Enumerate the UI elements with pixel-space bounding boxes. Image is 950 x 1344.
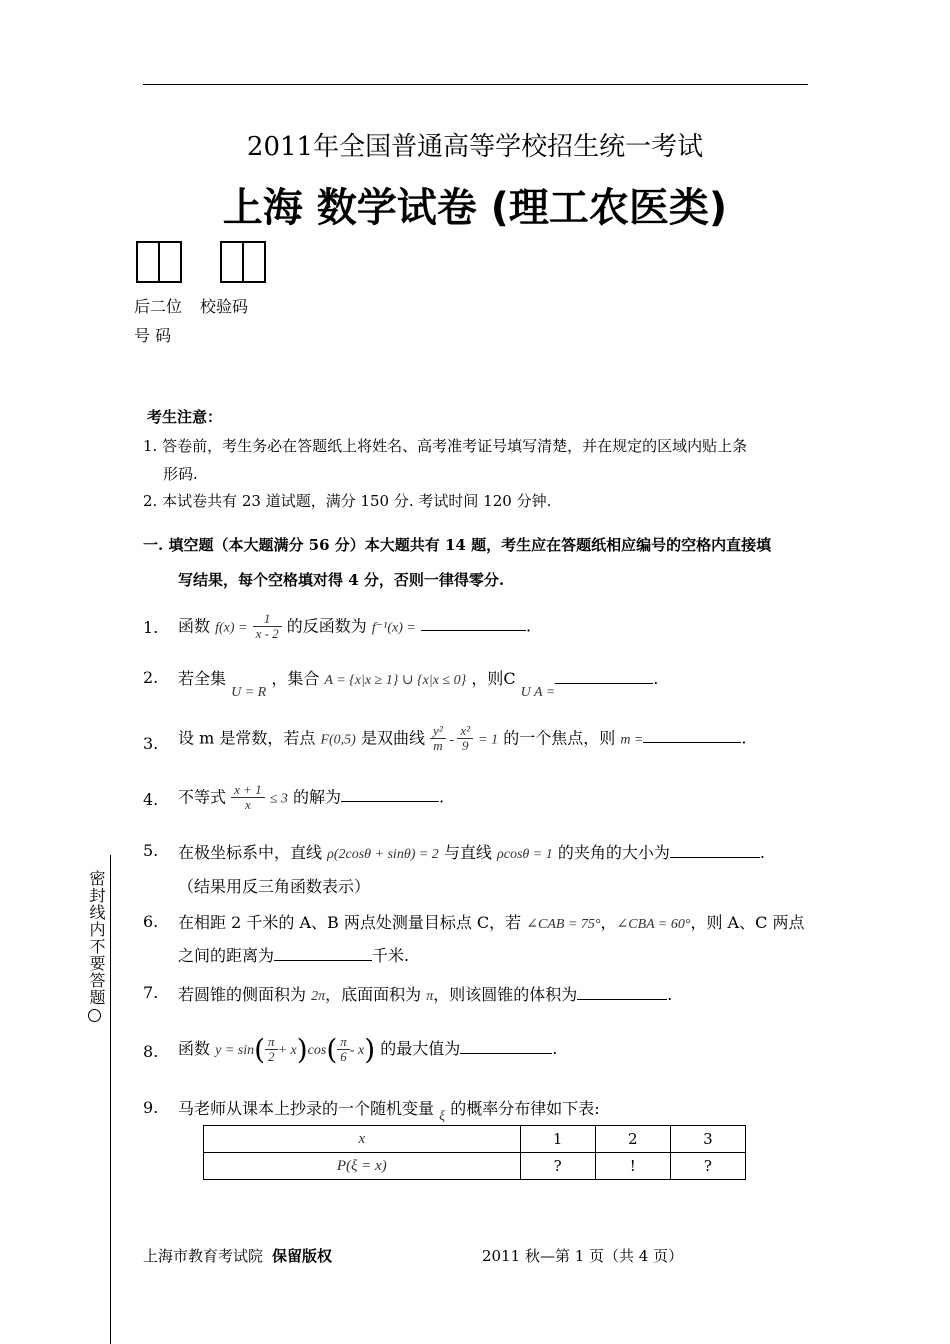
answer-blank[interactable]	[421, 616, 526, 631]
question-number: 8.	[143, 1042, 159, 1061]
q8-fraction-2	[337, 1035, 350, 1065]
q2-text: 若全集	[178, 669, 227, 688]
q7-text-3: ，则该圆锥的体积为	[433, 985, 578, 1004]
table-header-cell: x	[204, 1126, 521, 1153]
q5-text: 在极坐标系中，直线	[178, 843, 323, 862]
q3-num-1: y²	[430, 724, 446, 739]
q8-text: 函数	[178, 1039, 211, 1058]
q3-point: F(0,5)	[320, 732, 356, 748]
q8-text-2: 的最大值为	[380, 1039, 461, 1058]
question-number: 7.	[143, 983, 159, 1002]
q3-num-2: x²	[457, 724, 473, 739]
q7-text: 若圆锥的侧面积为	[178, 985, 307, 1004]
answer-blank[interactable]	[460, 1039, 552, 1054]
answer-blank[interactable]	[555, 669, 653, 684]
q9-text-2: 的概率分布律如下表:	[450, 1099, 600, 1118]
question-8: 函数 y = sin( $\frac{\pi}{2}$ + x)cos( $\frac{\pi}{6}$ - x) 的最大值为 .	[178, 1033, 558, 1066]
q5-text-2: 与直线	[443, 843, 492, 862]
question-2	[178, 666, 659, 700]
q7-text-2: ，底面面积为	[325, 985, 422, 1004]
q6-text: 在相距 2 千米的 A、B 两点处测量目标点 C，若	[178, 913, 522, 932]
notice-item-2: 2. 本试卷共有 23 道试题，满分 150 分. 考试时间 120 分钟.	[143, 492, 552, 510]
q3-text: 设 m 是常数，若点	[178, 728, 316, 748]
digit-box[interactable]	[136, 241, 160, 283]
q1-denominator: x - 2	[255, 626, 279, 642]
q2-universe: U = R	[231, 685, 267, 700]
question-number: 6.	[143, 912, 159, 931]
table-cell: 1	[520, 1126, 595, 1153]
q8-num-2: π	[337, 1035, 350, 1050]
q6-text-2: ，则 A、C 两点	[690, 913, 805, 932]
question-number: 4.	[143, 790, 159, 809]
q2-text-3: ，则C	[471, 669, 516, 688]
q8-end: .	[552, 1039, 558, 1058]
table-cell: !	[595, 1153, 670, 1180]
q1-inverse: f⁻¹(x) =	[371, 620, 416, 636]
q7-lateral-area: 2π	[311, 989, 326, 1004]
q9-text: 马老师从课本上抄录的一个随机变量	[178, 1099, 435, 1118]
q3-fraction-2	[457, 724, 473, 754]
digit-box[interactable]	[244, 241, 266, 283]
q6-sep: ，	[600, 913, 617, 932]
footer-rights: 保留版权	[272, 1247, 333, 1265]
q1-text-2: 的反函数为	[286, 616, 367, 636]
question-number: 2.	[143, 668, 159, 687]
seal-line	[110, 855, 111, 1344]
question-number: 9.	[143, 1098, 159, 1117]
header-rule	[143, 84, 808, 85]
q2-end: .	[653, 669, 659, 688]
q8-minus-x: - x	[349, 1043, 365, 1058]
q4-denominator: x	[244, 797, 251, 813]
q5-end: .	[759, 843, 765, 862]
q4-end: .	[439, 787, 445, 807]
footer-page: 2011 秋—第 1 页（共 4 页）	[482, 1247, 684, 1265]
question-6-cont	[178, 943, 409, 966]
table-row	[204, 1153, 746, 1180]
answer-blank[interactable]	[577, 985, 667, 1000]
section-heading-cont: 写结果，每个空格填对得 4 分，否则一律得零分.	[178, 571, 505, 589]
q8-plus-x: + x	[277, 1043, 297, 1058]
q5-note: （结果用反三角函数表示）	[178, 877, 371, 896]
q9-variable: ξ	[439, 1109, 446, 1124]
question-3: 设 m 是常数，若点 F(0,5) 是双曲线 $\frac{\text{y²}}{m}$ - $\frac{\text{x²}}{9}$ = 1 的一个焦点，则 m = .	[178, 723, 747, 754]
q4-text-2: 的解为	[293, 787, 342, 807]
q6-angle-2: ∠CBA = 60°	[616, 917, 691, 932]
q1-end: .	[525, 616, 532, 636]
table-header-cell: P(ξ = x)	[204, 1153, 521, 1180]
seat-number-label-2: 号 码	[134, 326, 172, 345]
question-number: 3.	[143, 734, 159, 753]
q4-fraction	[231, 783, 265, 813]
seal-circle-icon	[88, 1007, 101, 1026]
table-cell: 3	[670, 1126, 745, 1153]
table-cell: ?	[520, 1153, 595, 1180]
answer-blank[interactable]	[670, 843, 760, 858]
q3-end: .	[741, 728, 747, 748]
check-code-label: 校验码	[200, 297, 249, 316]
q4-text: 不等式	[178, 787, 227, 807]
notice-heading: 考生注意：	[147, 408, 223, 426]
table-row	[204, 1126, 746, 1153]
q3-den-2: 9	[461, 738, 469, 754]
q4-numerator: x + 1	[231, 783, 265, 798]
question-6	[178, 910, 804, 933]
q1-text: 函数	[178, 616, 211, 636]
seat-number-label: 后二位	[134, 297, 183, 316]
question-number: 1.	[143, 618, 159, 637]
q3-fraction-1	[430, 724, 446, 754]
check-code-boxes[interactable]	[220, 241, 266, 283]
exam-subtitle: 上海 数学试卷 (理工农医类)	[222, 185, 728, 231]
q8-num-1: π	[265, 1035, 278, 1050]
q3-den-1: m	[433, 738, 443, 754]
answer-blank[interactable]	[643, 728, 741, 743]
q8-fraction-1	[265, 1035, 278, 1065]
seal-notice: 密封线内不要答题	[87, 870, 106, 1006]
probability-table	[203, 1125, 746, 1180]
notice-item-1-cont: 形码.	[163, 465, 198, 483]
q1-numerator: 1	[253, 612, 282, 627]
q3-text-2: 是双曲线	[360, 728, 425, 748]
q8-cos: cos	[307, 1043, 327, 1058]
exam-title: 2011年全国普通高等学校招生统一考试	[246, 132, 704, 162]
table-cell: 2	[595, 1126, 670, 1153]
q4-inequality: ≤ 3	[269, 791, 288, 807]
question-7	[178, 982, 672, 1005]
q8-den-1: 2	[268, 1049, 275, 1064]
footer-org: 上海市教育考试院	[143, 1247, 264, 1265]
q5-line-1: ρ(2cosθ + sinθ) = 2	[327, 847, 439, 862]
question-9	[178, 1096, 600, 1124]
q5-line-2: ρcosθ = 1	[497, 847, 553, 862]
digit-box[interactable]	[220, 241, 244, 283]
q1-fraction	[253, 612, 282, 642]
q8-func: y = sin	[215, 1043, 255, 1058]
question-4	[178, 783, 444, 813]
q2-complement: U A =	[520, 685, 556, 700]
q5-text-3: 的夹角的大小为	[557, 843, 670, 862]
table-cell: ?	[670, 1153, 745, 1180]
answer-blank[interactable]	[341, 787, 439, 802]
digit-box[interactable]	[160, 241, 182, 283]
q6-unit: 千米.	[372, 946, 410, 965]
seat-number-boxes[interactable]	[136, 241, 182, 283]
q7-end: .	[667, 985, 673, 1004]
q3-m: m =	[620, 732, 644, 748]
question-5	[178, 840, 765, 863]
notice-item-1: 1. 答卷前，考生务必在答题纸上将姓名、高考准考证号填写清楚，并在规定的区域内贴上条	[143, 437, 748, 455]
q6-text-3: 之间的距离为	[178, 946, 275, 965]
q2-text-2: ，集合	[271, 669, 320, 688]
question-1	[178, 612, 531, 642]
q3-equals: = 1	[478, 732, 499, 748]
answer-blank[interactable]	[274, 946, 372, 961]
q6-angle-1: ∠CAB = 75°	[526, 917, 601, 932]
q3-text-3: 的一个焦点，则	[503, 728, 616, 748]
q8-den-2: 6	[340, 1049, 347, 1064]
section-heading: 一. 填空题（本大题满分 56 分）本大题共有 14 题，考生应在答题纸相应编号的空格内直接填	[143, 536, 772, 554]
question-number: 5.	[143, 841, 159, 860]
q1-func: f(x) =	[215, 620, 248, 636]
q7-base-area: π	[426, 989, 434, 1004]
q2-set: A = {x|x ≥ 1} ∪ {x|x ≤ 0}	[324, 673, 467, 688]
